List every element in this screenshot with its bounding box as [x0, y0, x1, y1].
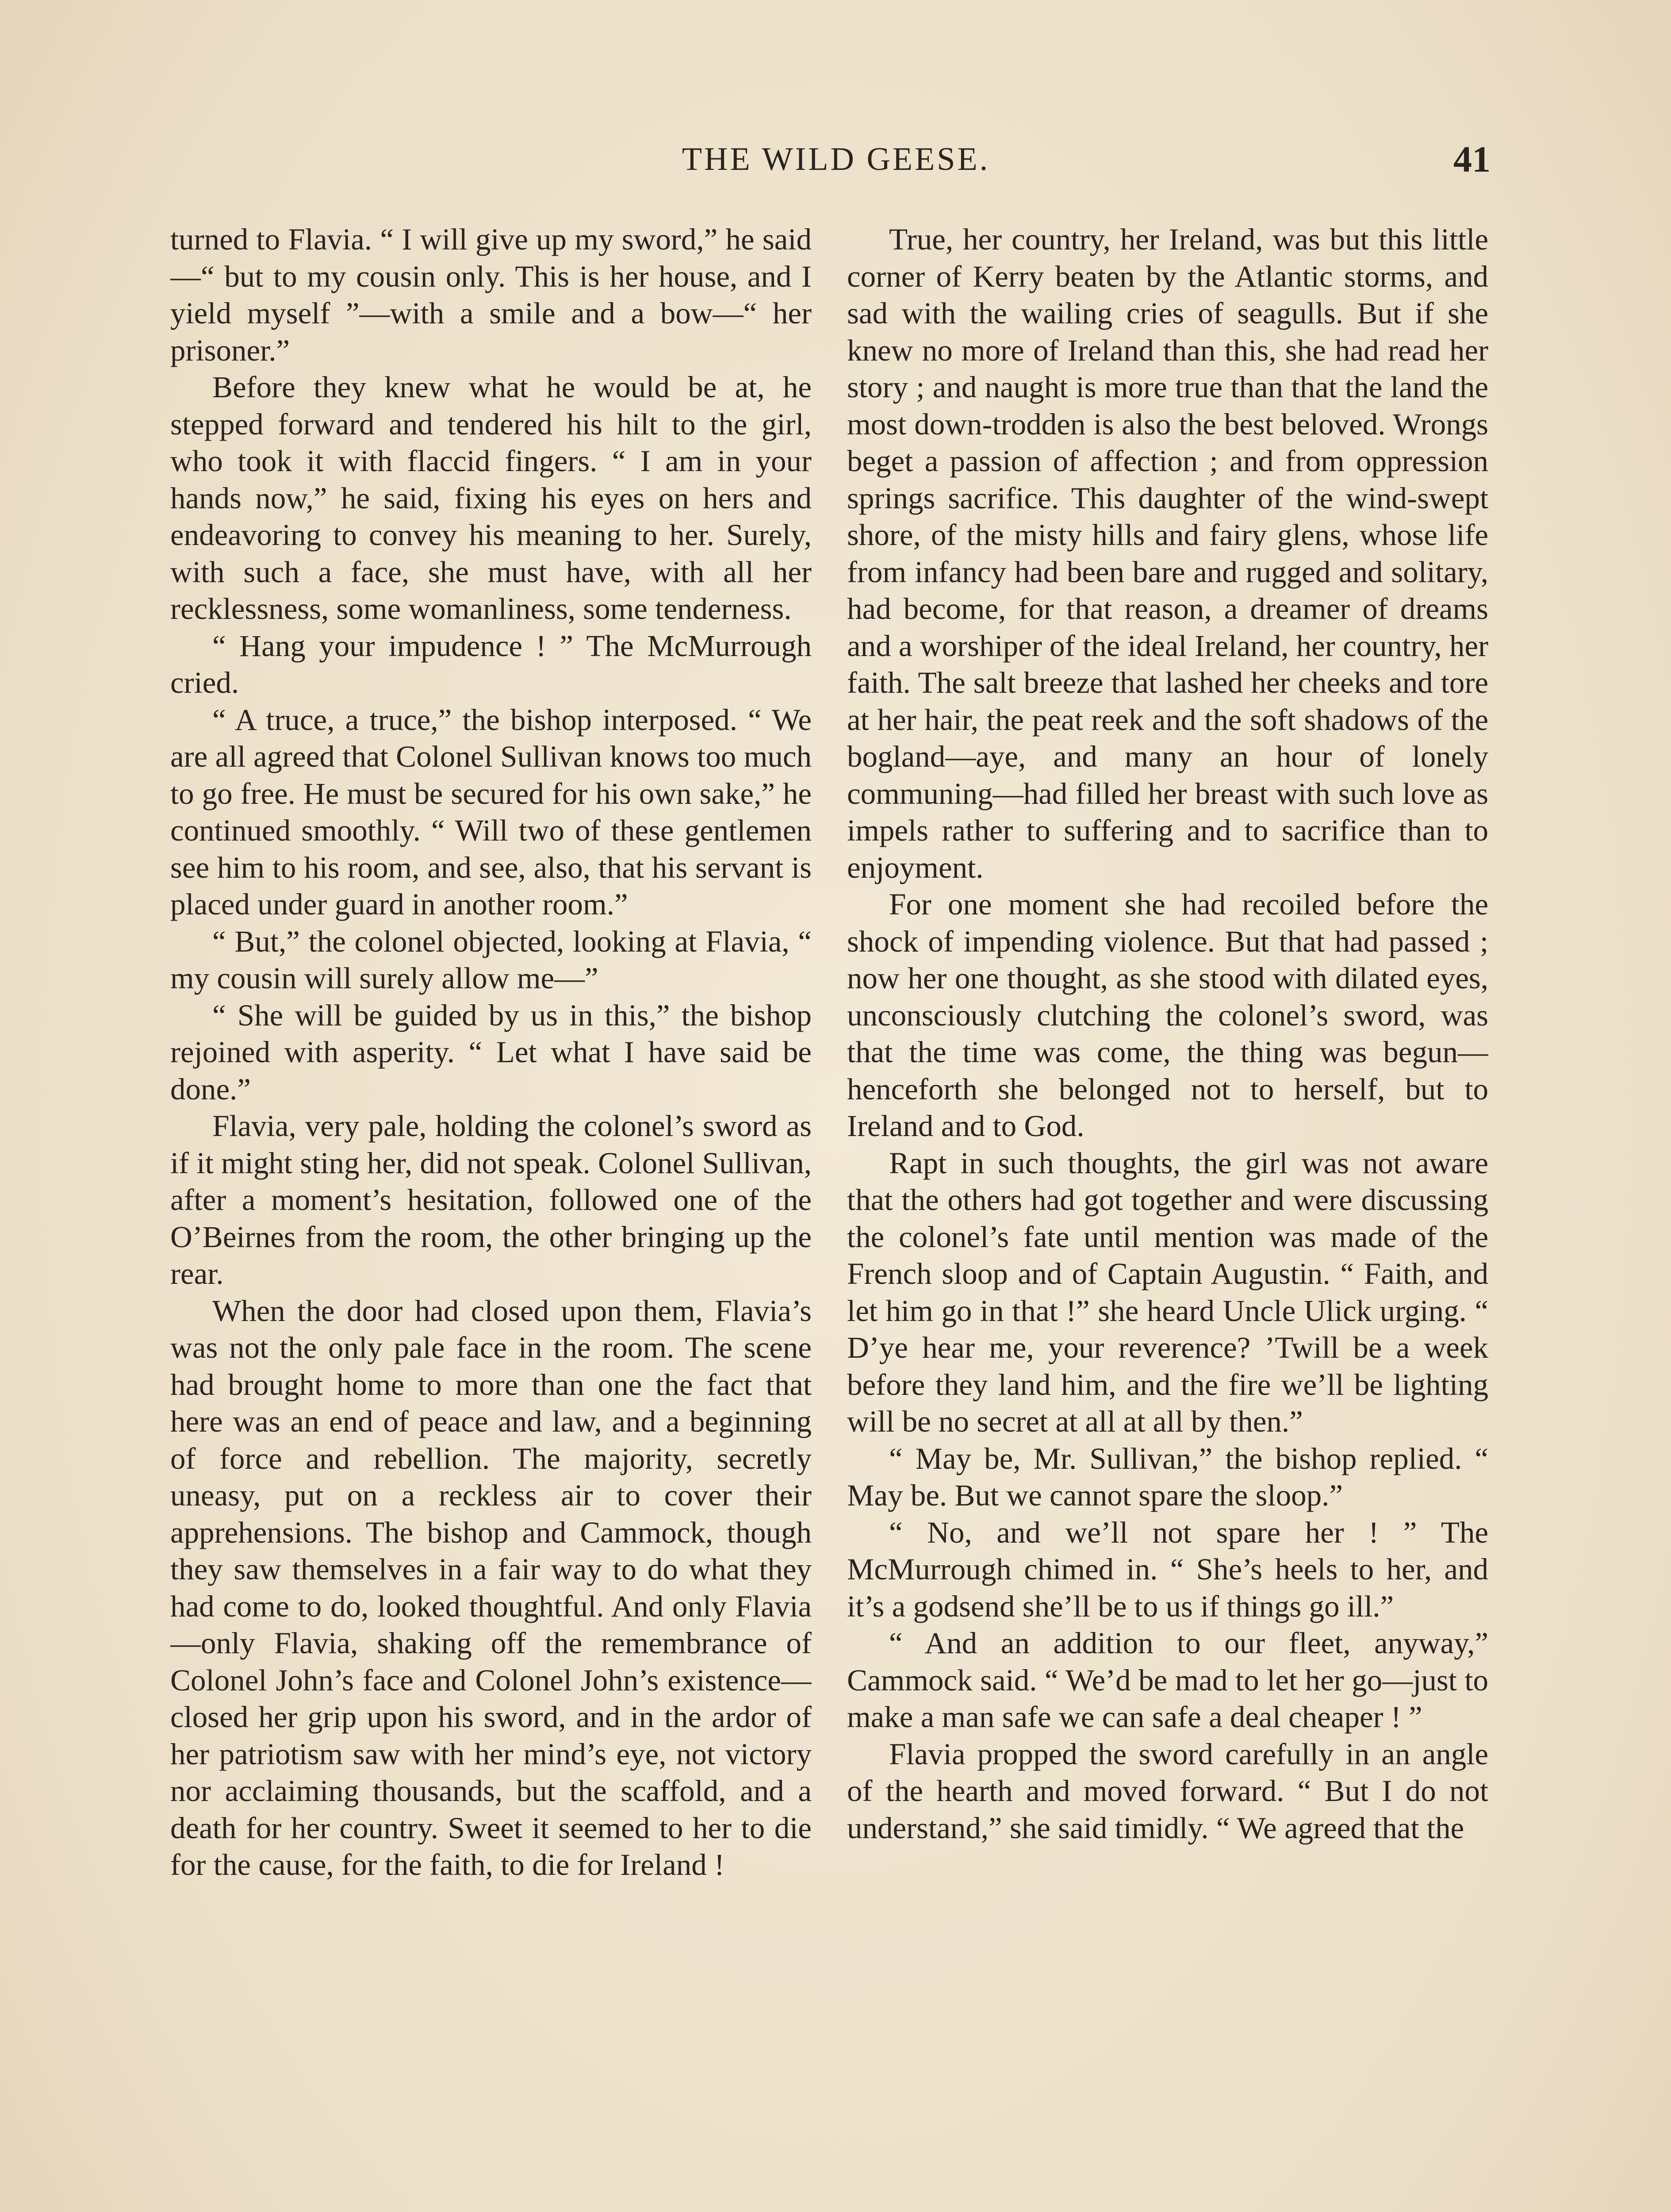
- paragraph: Before they knew what he would be at, he stepped forward and tendered his hilt to the girl, who took it with flaccid fingers. “ I am in your hands now,” he said, fixing his eyes on hers and endeavoring to convey his meaning to her. Surely, with such a face, she must have, with all her recklessness, some womanliness, some tenderness.: [170, 370, 812, 626]
- page-number: 41: [1453, 139, 1491, 180]
- paragraph: True, her country, her Ireland, was but this little corner of Kerry beaten by the Atlantic storms, and sad with the wailing cries of seagulls. But if she knew no more of Ireland than this, she had read her story ; and naught is more true than that the land the most down-trodden is also the best beloved. Wrongs beget a passion of affection ; and from oppression springs sacrifice. This daughter of the wind-swept shore, of the misty hills and fairy glens, whose life from infancy had been bare and rugged and solitary, had become, for that reason, a dreamer of dreams and a worshiper of the ideal Ireland, her country, her faith. The salt breeze that lashed her cheeks and tore at her hair, the peat reek and the soft shadows of the bogland—aye, and many an hour of lonely communing—had filled her breast with such love as impels rather to suffering and to sacrifice than to enjoyment.: [847, 223, 1488, 884]
- paragraph: “ May be, Mr. Sullivan,” the bishop replied. “ May be. But we cannot spare the sloop.”: [847, 1441, 1488, 1512]
- paragraph: Rapt in such thoughts, the girl was not aware that the others had got together and were discussing the colonel’s fate until mention was made of the French sloop and of Captain Augustin. “ Faith, and let him go in that !” she heard Uncle Ulick urging. “ D’ye hear me, your reverence? ’Twill be a week before they land him, and the fire we’ll be lighting will be no secret at all at all by then.”: [847, 1146, 1488, 1438]
- paragraph: “ And an addition to our fleet, anyway,” Cammock said. “ We’d be mad to let her go—just to make a man safe we can safe a deal cheaper ! ”: [847, 1626, 1488, 1734]
- paragraph: “ She will be guided by us in this,” the bishop rejoined with asperity. “ Let what I have said be done.”: [170, 998, 812, 1106]
- running-header: THE WILD GEESE.: [682, 141, 990, 177]
- paragraph: Flavia, very pale, holding the colonel’s sword as if it might sting her, did not speak. Colonel Sullivan, after a moment’s hesitation, followed one of the O’Beirnes from the room, the other bringing up the rear.: [170, 1109, 812, 1290]
- paragraph: When the door had closed upon them, Flavia’s was not the only pale face in the room. The scene had brought home to more than one the fact that here was an end of peace and law, and a beginning of force and rebellion. The majority, secretly uneasy, put on a reckless air to cover their apprehensions. The bishop and Cammock, though they saw themselves in a fair way to do what they had come to do, looked thoughtful. And only Flavia—only Flavia, shaking off the remembrance of Colonel John’s face and Colonel John’s existence—closed her grip upon his sword, and in the ardor of her patriotism saw with her mind’s eye, not victory nor acclaiming thousands, but the scaffold, and a death for her country. Sweet it seemed to her to die for the cause, for the faith, to die for Ireland !: [170, 1294, 812, 1882]
- paragraph: turned to Flavia. “ I will give up my sword,” he said—“ but to my cousin only. This is her house, and I yield myself ”—with a smile and a bow—“ her prisoner.”: [170, 223, 812, 367]
- right-column: [847, 221, 1488, 2212]
- paragraph: “ But,” the colonel objected, looking at Flavia, “ my cousin will surely allow me—”: [170, 924, 812, 995]
- left-column: [170, 221, 812, 2212]
- paragraph: “ A truce, a truce,” the bishop interposed. “ We are all agreed that Colonel Sullivan knows too much to go free. He must be secured for his own sake,” he continued smoothly. “ Will two of these gentlemen see him to his room, and see, also, that his servant is placed under guard in another room.”: [170, 703, 812, 921]
- paragraph: For one moment she had recoiled before the shock of impending violence. But that had passed ; now her one thought, as she stood with dilated eyes, unconsciously clutching the colonel’s sword, was that the time was come, the thing was begun—henceforth she belonged not to herself, but to Ireland and to God.: [847, 887, 1488, 1143]
- paragraph: “ Hang your impudence ! ” The McMurrough cried.: [170, 629, 812, 699]
- paragraph: Flavia propped the sword carefully in an angle of the hearth and moved forward. “ But I do not understand,” she said timidly. “ We agreed that the: [847, 1737, 1488, 1845]
- paragraph: “ No, and we’ll not spare her ! ” The McMurrough chimed in. “ She’s heels to her, and it’s a godsend she’ll be to us if things go ill.”: [847, 1515, 1488, 1623]
